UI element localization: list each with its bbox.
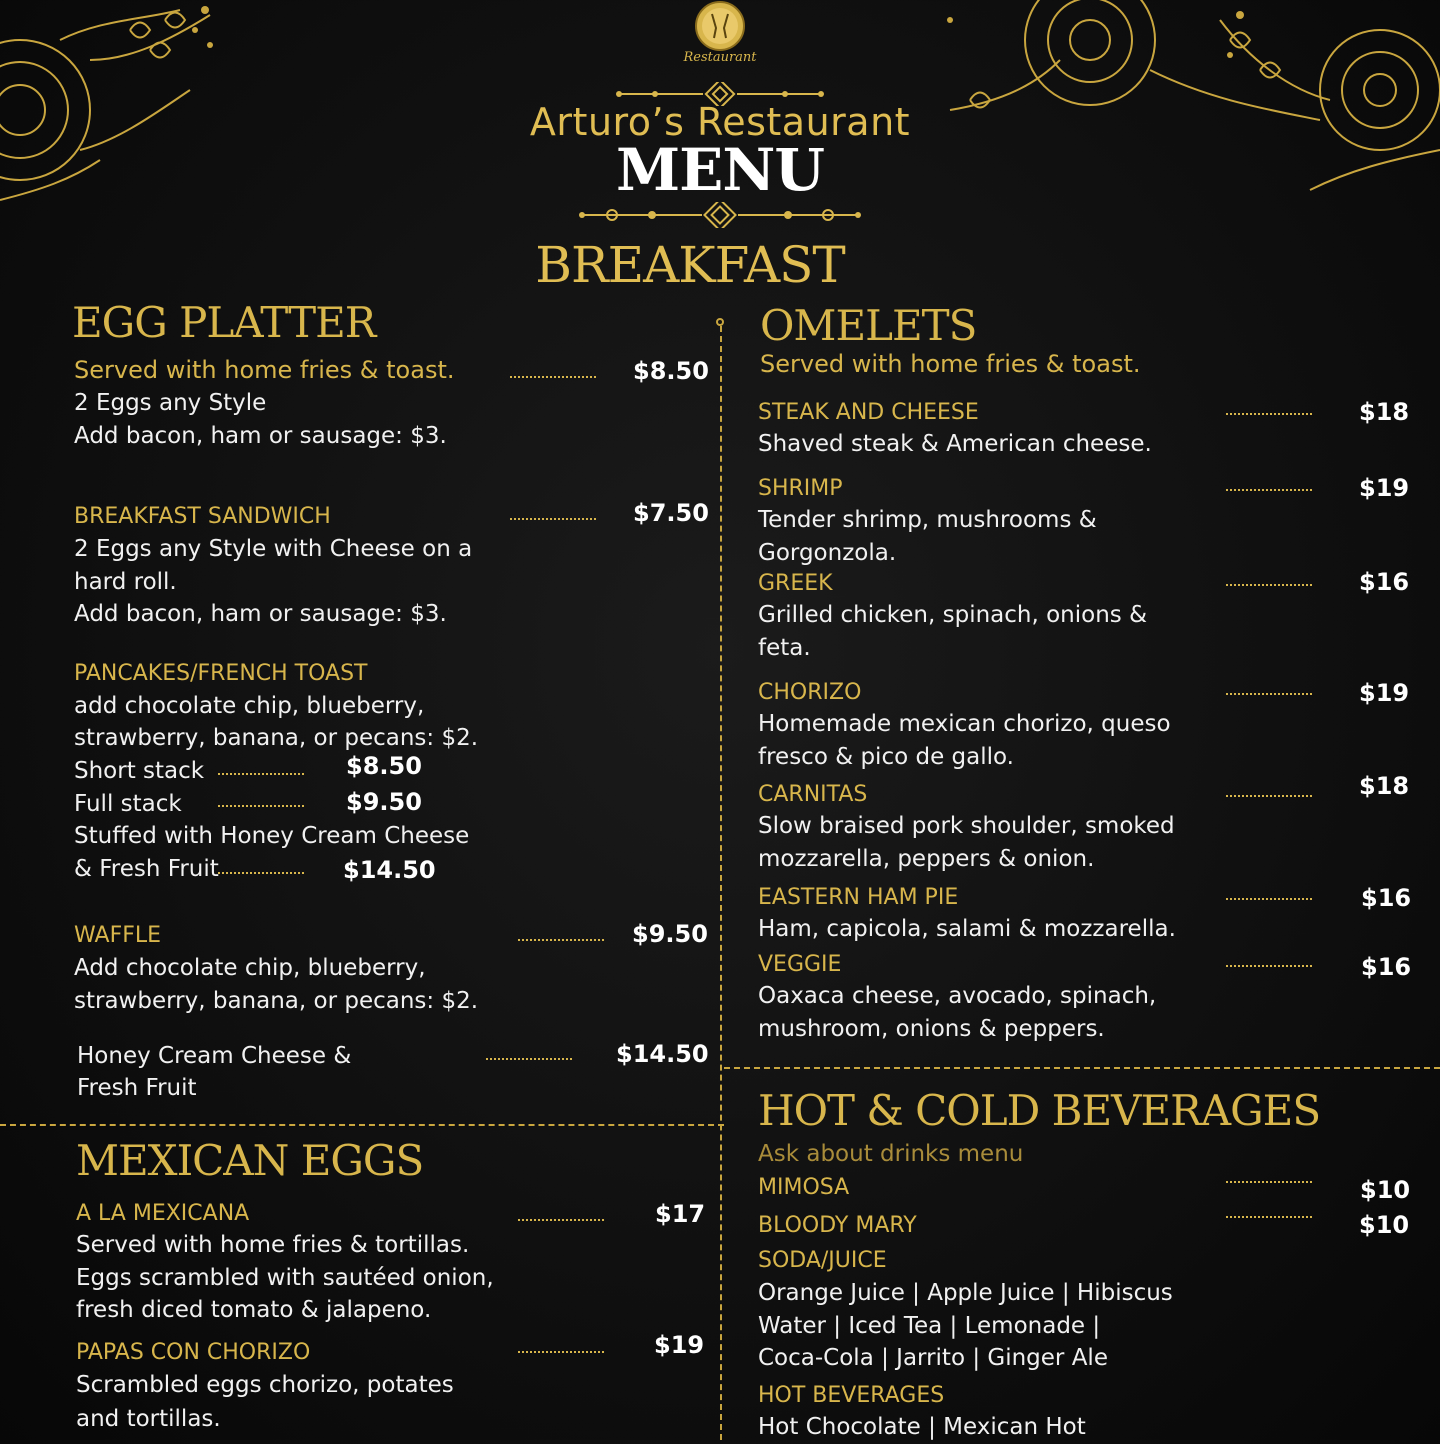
leader-dots <box>1226 413 1312 415</box>
omelet-price: $18 <box>1359 772 1410 800</box>
soda-line2: Water | Iced Tea | Lemonade | <box>758 1313 1101 1339</box>
divider-ornament-bottom <box>578 202 862 228</box>
leader-dots <box>1226 489 1312 491</box>
leader-dots <box>218 805 304 807</box>
leader-dots <box>518 939 604 941</box>
category-title: BREAKFAST <box>535 236 845 294</box>
omelet-desc-line1: Shaved steak & American cheese. <box>758 431 1152 457</box>
honey-line1: Honey Cream Cheese & <box>77 1043 352 1069</box>
leader-dots <box>510 518 596 520</box>
leader-dots <box>1226 965 1312 967</box>
omelet-name: GREEK <box>758 571 833 596</box>
omelet-desc-line1: Grilled chicken, spinach, onions & <box>758 602 1148 628</box>
short-stack-label: Short stack <box>74 758 205 784</box>
omelet-desc-line1: Slow braised pork shoulder, smoked <box>758 813 1175 839</box>
column-divider-knob <box>716 318 724 326</box>
omelet-desc-line2: feta. <box>758 635 811 661</box>
waffle-line2: strawberry, banana, or pecans: $2. <box>74 988 479 1014</box>
breakfast-sandwich-line3: Add bacon, ham or sausage: $3. <box>74 601 447 627</box>
stuffed-price: $14.50 <box>343 856 436 884</box>
papas-line1: Scrambled eggs chorizo, potates <box>76 1372 454 1398</box>
stuffed-line1: Stuffed with Honey Cream Cheese <box>74 823 470 849</box>
stuffed-line2: & Fresh Fruit <box>74 856 219 882</box>
breakfast-sandwich-line1: 2 Eggs any Style with Cheese on a <box>74 536 473 562</box>
omelet-desc-line2: mozzarella, peppers & onion. <box>758 846 1095 872</box>
menu-heading: MENU <box>615 136 824 204</box>
leader-dots <box>518 1219 604 1221</box>
omelet-price: $16 <box>1361 953 1412 981</box>
soda-title: SODA/JUICE <box>758 1248 887 1273</box>
breakfast-sandwich-line2: hard roll. <box>74 569 177 595</box>
leader-dots <box>218 773 304 775</box>
omelet-price: $19 <box>1359 474 1410 502</box>
leader-dots <box>1226 693 1312 695</box>
leader-dots <box>1226 584 1312 586</box>
mimosa-name: MIMOSA <box>758 1175 850 1200</box>
pancakes-line2: strawberry, banana, or pecans: $2. <box>74 725 479 751</box>
full-stack-label: Full stack <box>74 791 182 817</box>
omelet-desc-line1: Oaxaca cheese, avocado, spinach, <box>758 983 1157 1009</box>
bloody-mary-price: $10 <box>1359 1211 1410 1239</box>
breakfast-sandwich-price: $7.50 <box>633 499 709 527</box>
omelet-name: CARNITAS <box>758 782 868 807</box>
waffle-price: $9.50 <box>632 920 708 948</box>
beverages-intro: Ask about drinks menu <box>758 1141 1024 1167</box>
papas-price: $19 <box>654 1331 705 1359</box>
section-divider-right <box>724 1067 1440 1069</box>
beverages-title: HOT & COLD BEVERAGES <box>758 1086 1321 1135</box>
omelet-desc-line1: Tender shrimp, mushrooms & <box>758 507 1097 533</box>
pancakes-line1: add chocolate chip, blueberry, <box>74 693 425 719</box>
omelet-price: $16 <box>1359 568 1410 596</box>
omelet-name: STEAK AND CHEESE <box>758 400 979 425</box>
egg-platter-intro: Served with home fries & toast. <box>74 356 455 384</box>
omelet-name: CHORIZO <box>758 680 862 705</box>
pancakes-name: PANCAKES/FRENCH TOAST <box>74 661 368 686</box>
mexicana-sub: Served with home fries & tortillas. <box>76 1232 470 1258</box>
omelet-price: $16 <box>1361 884 1412 912</box>
leader-dots <box>218 872 304 874</box>
leader-dots <box>510 376 596 378</box>
hot-beverages-title: HOT BEVERAGES <box>758 1383 945 1408</box>
leader-dots <box>486 1058 572 1060</box>
bloody-mary-name: BLOODY MARY <box>758 1213 917 1238</box>
omelet-desc-line2: fresco & pico de gallo. <box>758 744 1014 770</box>
egg-platter-line1: 2 Eggs any Style <box>74 390 267 416</box>
honey-line2: Fresh Fruit <box>77 1075 197 1101</box>
logo-caption: Restaurant <box>683 50 757 65</box>
hot-line1: Hot Chocolate | Mexican Hot <box>758 1414 1086 1440</box>
mexicana-name: A LA MEXICANA <box>76 1201 250 1226</box>
leader-dots <box>518 1351 604 1353</box>
omelet-desc-line2: mushroom, onions & peppers. <box>758 1016 1105 1042</box>
omelets-intro: Served with home fries & toast. <box>760 350 1141 378</box>
mexicana-line2: fresh diced tomato & jalapeno. <box>76 1297 432 1323</box>
omelet-price: $19 <box>1359 679 1410 707</box>
omelets-title: OMELETS <box>760 301 977 350</box>
leader-dots <box>1226 795 1312 797</box>
column-divider <box>720 326 722 1440</box>
egg-platter-line2: Add bacon, ham or sausage: $3. <box>74 423 447 449</box>
egg-platter-price: $8.50 <box>633 357 709 385</box>
section-divider-left <box>0 1124 724 1126</box>
short-stack-price: $8.50 <box>346 752 422 780</box>
omelet-desc-line1: Homemade mexican chorizo, queso <box>758 711 1171 737</box>
papas-name: PAPAS CON CHORIZO <box>76 1340 311 1365</box>
omelet-name: SHRIMP <box>758 476 843 501</box>
leader-dots <box>1226 1181 1312 1183</box>
full-stack-price: $9.50 <box>346 788 422 816</box>
mimosa-price: $10 <box>1360 1176 1411 1204</box>
omelet-price: $18 <box>1359 398 1410 426</box>
omelet-desc-line2: Gorgonzola. <box>758 540 897 566</box>
restaurant-name: Arturo’s Restaurant <box>529 100 911 144</box>
floral-ornament-top-left <box>0 0 230 210</box>
omelet-name: VEGGIE <box>758 952 842 977</box>
mexicana-line1: Eggs scrambled with sautéed onion, <box>76 1265 494 1291</box>
waffle-line1: Add chocolate chip, blueberry, <box>74 955 426 981</box>
soda-line3: Coca-Cola | Jarrito | Ginger Ale <box>758 1345 1108 1371</box>
waffle-name: WAFFLE <box>74 923 162 948</box>
floral-ornament-top-right <box>890 0 1440 210</box>
omelet-desc-line1: Ham, capicola, salami & mozzarella. <box>758 916 1176 942</box>
breakfast-sandwich-name: BREAKFAST SANDWICH <box>74 504 331 529</box>
leader-dots <box>1226 898 1312 900</box>
soda-line1: Orange Juice | Apple Juice | Hibiscus <box>758 1280 1173 1306</box>
egg-platter-title: EGG PLATTER <box>72 298 376 347</box>
papas-line2: and tortillas. <box>76 1406 221 1432</box>
leader-dots <box>1226 1216 1312 1218</box>
mexican-eggs-title: MEXICAN EGGS <box>76 1136 424 1185</box>
honey-price: $14.50 <box>616 1040 709 1068</box>
mexicana-price: $17 <box>655 1200 706 1228</box>
omelet-name: EASTERN HAM PIE <box>758 885 959 910</box>
